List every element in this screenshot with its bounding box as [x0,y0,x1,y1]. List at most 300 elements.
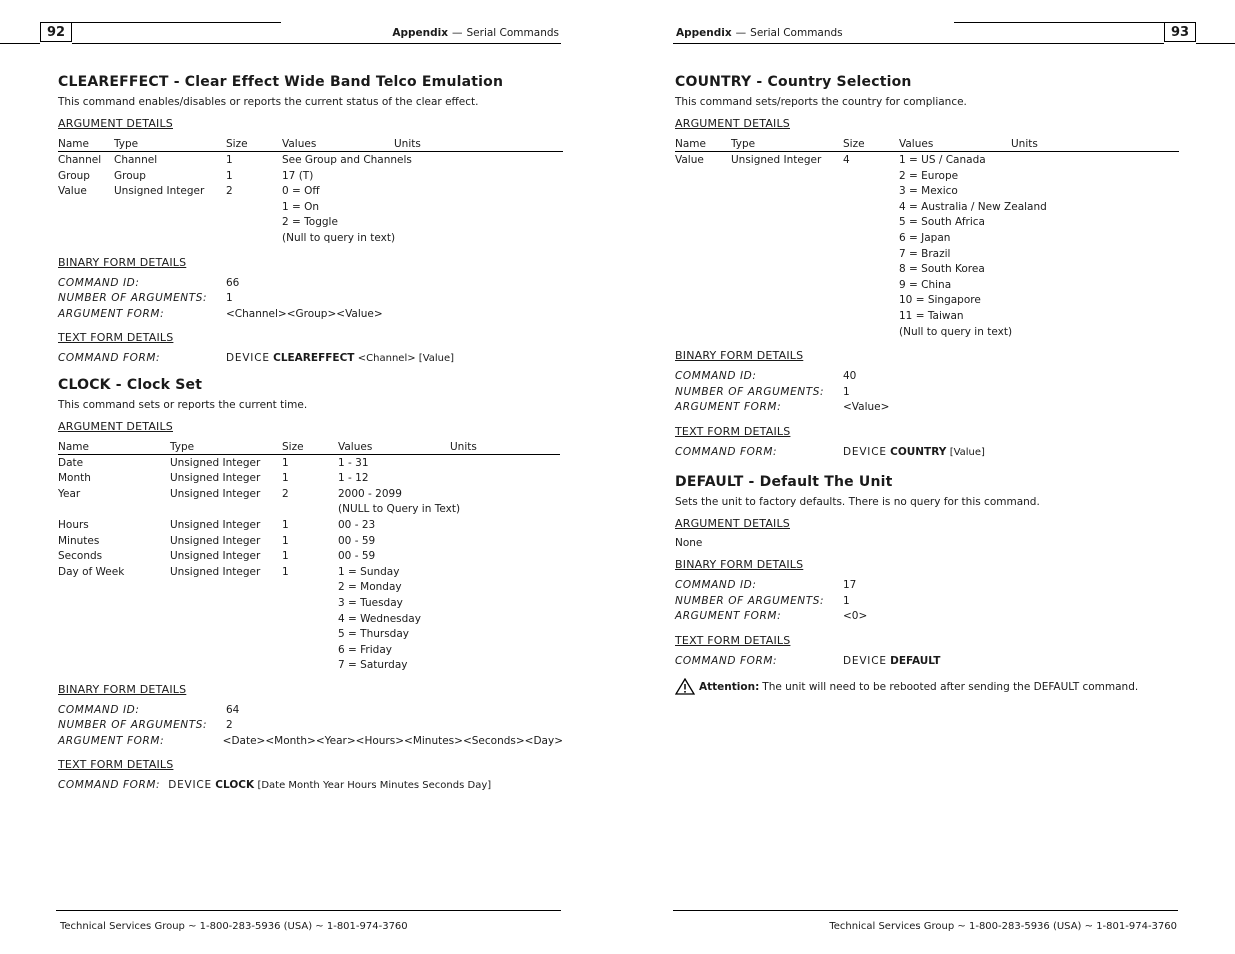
table-row [58,643,563,659]
left-content [58,74,563,804]
table-cell: 1 [226,154,233,166]
table-cell [843,200,899,216]
table-row [58,169,563,185]
command-form-key: COMMAND FORM: [58,779,161,792]
column-header: Name [675,138,706,150]
argument-details-heading: ARGUMENT DETAILS [58,117,173,130]
detail-value: 40 [843,370,857,383]
table-cell: (Null to query in text) [899,325,1013,338]
table-row [58,456,563,472]
column-header: Units [1011,138,1038,150]
table-row [58,200,563,216]
table-cell [450,471,510,487]
detail-key: NUMBER OF ARGUMENTS: [675,385,825,398]
header-rule [72,43,561,44]
table-cell [282,502,338,518]
running-head-rest: Serial Commands [466,27,559,39]
table-cell [450,596,510,612]
table-cell [58,231,114,247]
text-form-heading: TEXT FORM DETAILS [58,331,174,345]
argument-details-heading: ARGUMENT DETAILS [675,517,790,531]
section-title: DEFAULT - Default The Unit [675,474,893,491]
running-head-bold: Appendix [676,27,732,39]
attention-text: The unit will need to be rebooted after sending the DEFAULT command. [762,680,1139,693]
table-cell [394,184,454,200]
section-description: Sets the unit to factory defaults. There is no query for this command. [675,496,1040,509]
table-cell: Value [675,154,704,166]
table-cell [282,596,338,612]
detail-value: 1 [226,292,233,305]
clock-section [58,377,563,794]
table-cell [675,169,731,185]
table-cell [843,215,899,231]
table-cell [1011,231,1071,247]
table-cell [843,247,899,263]
header-rule-right [1196,43,1235,44]
table-cell [1011,247,1071,263]
table-cell [170,658,282,674]
table-cell: Channel [114,154,158,166]
binary-detail-row [58,718,563,734]
table-cell [170,596,282,612]
running-head-rest: Serial Commands [750,27,843,39]
table-cell: 8 = South Korea [899,263,985,276]
table-row [675,169,1180,185]
table-cell: 1 [282,456,289,469]
table-cell: 1 = Sunday [338,565,400,578]
table-cell: 7 = Saturday [338,659,408,672]
column-header: Type [731,138,756,150]
table-cell [226,215,282,231]
command-form [675,445,1180,461]
table-cell: 11 = Taiwan [899,309,964,322]
table-cell: Value [58,185,87,198]
detail-value: <Channel><Group><Value> [226,307,383,320]
table-row [675,215,1180,231]
detail-value: <Value> [843,401,890,414]
table-cell: Unsigned Integer [114,185,205,198]
column-header: Size [226,138,248,150]
table-cell: 4 [843,154,850,166]
argument-details-heading: ARGUMENT DETAILS [675,117,790,130]
command-form-value: DEVICE DEFAULT [843,654,941,667]
table-cell: 1 = On [282,200,320,213]
detail-key: NUMBER OF ARGUMENTS: [675,594,825,607]
header-rule [673,43,1164,44]
detail-key: COMMAND ID: [675,370,757,383]
column-header: Name [58,138,89,150]
table-cell [58,658,170,674]
column-header: Size [282,440,304,453]
table-cell [394,215,454,231]
table-cell: 9 = China [899,278,952,291]
binary-detail-row [58,276,563,292]
table-cell [394,200,454,216]
detail-key: ARGUMENT FORM: [675,610,782,623]
table-cell [731,231,843,247]
table-cell [1011,200,1071,216]
table-row [58,612,563,628]
table-cell [282,658,338,674]
table-cell [1011,293,1071,309]
table-cell: 1 = US / Canada [899,154,986,166]
detail-value: 1 [843,385,850,398]
table-row [675,247,1180,263]
argument-details-heading: ARGUMENT DETAILS [58,419,173,433]
binary-detail-row [58,734,563,750]
table-cell [843,309,899,325]
detail-key: ARGUMENT FORM: [675,401,782,414]
page-number: 92 [40,22,72,42]
right-page [617,0,1235,954]
table-cell [58,200,114,216]
argument-table [58,440,563,674]
table-cell [170,627,282,643]
table-cell [58,643,170,659]
table-cell [675,293,731,309]
table-cell [675,184,731,200]
table-row [58,471,563,487]
table-cell: Unsigned Integer [170,456,261,469]
table-row [58,534,563,550]
running-head: Appendix — Serial Commands [676,27,843,39]
table-cell [731,169,843,185]
binary-form-details [675,369,1180,416]
column-header: Type [170,440,195,453]
table-row [58,549,563,565]
binary-detail-row [675,369,1180,385]
table-cell: Year [58,487,81,500]
footer-rule [56,910,561,911]
command-form-value: DEVICE COUNTRY [Value] [843,445,985,458]
detail-value: 66 [226,276,240,289]
table-cell [450,580,510,596]
binary-form-heading: BINARY FORM DETAILS [675,349,804,363]
table-cell: 0 = Off [282,185,320,198]
table-cell: 00 - 59 [338,534,376,547]
table-cell: 1 [226,169,233,182]
table-cell [675,325,731,341]
section-title: CLEAREFFECT - Clear Effect Wide Band Telco Emulation [58,74,504,90]
section-title: CLOCK - Clock Set [58,376,203,393]
table-cell [675,309,731,325]
table-row [675,278,1180,294]
table-cell [226,200,282,216]
table-cell [731,325,843,341]
binary-form-details [58,276,563,323]
detail-key: COMMAND ID: [675,579,757,592]
table-header-row [58,137,563,152]
footer-text: Technical Services Group ~ 1-800-283-5936 (USA) ~ 1-801-974-3760 [60,921,408,932]
table-cell [114,231,226,247]
table-cell: (NULL to Query in Text) [338,503,461,516]
table-cell: Unsigned Integer [170,518,261,531]
header-top-rule [72,22,281,23]
column-header: Type [114,138,139,150]
binary-detail-row [675,578,1180,594]
detail-value: 17 [843,579,857,592]
command-form [58,778,563,794]
table-cell: (Null to query in text) [282,231,396,244]
table-row [58,565,563,581]
table-cell [843,278,899,294]
table-header-row [58,440,560,455]
binary-detail-row [58,307,563,323]
running-head: Appendix — Serial Commands [392,27,559,39]
table-cell: Seconds [58,550,103,563]
table-row [58,658,563,674]
table-cell [450,502,510,518]
table-cell: 1 [282,534,289,547]
table-cell [731,278,843,294]
table-cell [394,231,454,247]
table-cell: 17 (T) [282,169,314,182]
footer-rule [673,910,1178,911]
section-description: This command sets or reports the current time. [58,398,308,411]
warning-triangle-icon [675,678,695,695]
table-cell [1011,262,1071,278]
table-cell [282,627,338,643]
table-cell [114,200,226,216]
detail-value: 64 [226,703,240,716]
attention-note [675,678,1180,695]
detail-key: COMMAND ID: [58,703,140,716]
column-header: Values [282,138,317,150]
table-row [58,184,563,200]
table-row [58,502,563,518]
command-form [675,654,1180,670]
binary-form-details [58,703,563,750]
detail-key: COMMAND ID: [58,276,140,289]
cleareffect-section [58,74,563,367]
table-cell [58,215,114,231]
detail-value: <Date><Month><Year><Hours><Minutes><Seconds><Day> [222,734,563,747]
table-cell [1011,153,1071,169]
detail-value: 1 [843,594,850,607]
table-row [675,153,1180,169]
table-cell: 10 = Singapore [899,294,981,307]
table-cell [731,200,843,216]
table-cell [675,200,731,216]
table-cell: 3 = Mexico [899,185,958,198]
table-cell: Unsigned Integer [170,534,261,547]
table-cell: Group [114,169,146,182]
table-cell [1011,184,1071,200]
table-cell: 6 = Friday [338,643,392,656]
table-cell [450,643,510,659]
table-cell [450,487,510,503]
table-cell [675,247,731,263]
table-cell: 1 - 31 [338,456,369,469]
column-header: Units [394,138,421,150]
table-cell [450,534,510,550]
text-form-heading: TEXT FORM DETAILS [675,633,791,647]
command-form-key: COMMAND FORM: [675,654,778,667]
table-cell [731,262,843,278]
table-cell: 1 - 12 [338,472,369,485]
column-header: Name [58,440,89,453]
table-cell [1011,325,1071,341]
table-cell [394,153,454,169]
table-cell [450,518,510,534]
table-row [675,309,1180,325]
binary-form-heading: BINARY FORM DETAILS [675,558,804,572]
table-row [675,293,1180,309]
table-cell [843,231,899,247]
binary-detail-row [675,400,1180,416]
table-cell [675,262,731,278]
binary-form-heading: BINARY FORM DETAILS [58,682,187,696]
table-cell [58,627,170,643]
table-row [58,215,563,231]
table-cell [731,293,843,309]
table-row [58,487,563,503]
country-section [675,74,1180,460]
table-cell [58,580,170,596]
table-cell: 1 [282,472,289,485]
text-form-heading: TEXT FORM DETAILS [58,758,174,772]
table-row [675,184,1180,200]
detail-value: 2 [226,719,233,732]
table-cell [450,627,510,643]
default-section [675,474,1180,695]
table-cell: 1 [282,550,289,563]
table-row [675,200,1180,216]
table-cell [731,184,843,200]
binary-form-details [675,578,1180,625]
detail-key: ARGUMENT FORM: [58,734,165,747]
table-cell: 7 = Brazil [899,247,951,260]
table-cell [1011,169,1071,185]
command-form-value: DEVICE CLOCK [Date Month Year Hours Minutes Seconds Day] [168,779,492,792]
table-cell: 2000 - 2099 [338,487,402,500]
table-cell: Unsigned Integer [731,154,822,166]
section-title: COUNTRY - Country Selection [675,74,912,90]
table-row [675,262,1180,278]
table-row [58,596,563,612]
table-cell [170,502,282,518]
table-cell [170,612,282,628]
section-description: This command enables/disables or reports the current status of the clear effect. [58,96,479,108]
binary-detail-row [58,703,563,719]
table-cell [450,658,510,674]
text-form-heading: TEXT FORM DETAILS [675,424,791,438]
table-cell [450,456,510,472]
attention-label: Attention: [699,680,760,693]
footer-text: Technical Services Group ~ 1-800-283-5936 (USA) ~ 1-801-974-3760 [829,921,1177,932]
page-number: 93 [1164,22,1196,42]
table-cell [675,231,731,247]
header-rule-left [0,43,40,44]
table-row [675,231,1180,247]
detail-key: NUMBER OF ARGUMENTS: [58,719,208,732]
column-header: Values [899,138,934,150]
argument-none: None [675,537,703,550]
table-cell [170,643,282,659]
table-cell: 1 [282,565,289,578]
table-cell [1011,309,1071,325]
table-cell [394,169,454,185]
table-cell: 2 [226,185,233,198]
command-form [58,351,563,367]
table-cell [843,184,899,200]
column-header: Units [450,440,477,453]
table-cell [843,262,899,278]
argument-table [58,137,563,247]
table-cell: See Group and Channels [282,154,412,166]
table-cell: Month [58,472,91,485]
table-cell [58,612,170,628]
table-cell [731,215,843,231]
table-row [675,325,1180,341]
detail-value: <0> [843,610,868,623]
table-row [58,580,563,596]
table-cell: 6 = Japan [899,231,951,244]
table-cell [1011,278,1071,294]
table-cell: 2 [282,487,289,500]
table-cell [843,293,899,309]
table-cell: Hours [58,518,89,531]
table-cell [114,215,226,231]
table-cell [450,565,510,581]
table-cell: 5 = Thursday [338,628,409,641]
table-cell [1011,215,1071,231]
binary-form-heading: BINARY FORM DETAILS [58,255,187,269]
table-row [58,518,563,534]
table-cell: Group [58,169,90,182]
table-cell: Unsigned Integer [170,487,261,500]
column-header: Size [843,138,865,150]
column-header: Values [338,440,373,453]
table-cell [675,278,731,294]
binary-detail-row [675,594,1180,610]
table-cell: 1 [282,518,289,531]
command-form-key: COMMAND FORM: [58,352,161,365]
table-cell: Day of Week [58,565,125,578]
table-cell [170,580,282,596]
table-cell [450,612,510,628]
table-cell: 2 = Toggle [282,216,338,229]
table-cell: 4 = Wednesday [338,612,421,625]
table-row [58,627,563,643]
command-form-value: DEVICE CLEAREFFECT <Channel> [Value] [226,352,455,365]
table-cell [58,502,170,518]
table-cell: 5 = South Africa [899,216,985,229]
table-cell [731,247,843,263]
argument-table [675,137,1180,340]
command-form-key: COMMAND FORM: [675,445,778,458]
binary-detail-row [58,291,563,307]
table-cell [226,231,282,247]
table-cell: Unsigned Integer [170,550,261,563]
table-cell: Unsigned Integer [170,472,261,485]
header-top-rule [954,22,1164,23]
detail-key: ARGUMENT FORM: [58,307,165,320]
table-cell [450,549,510,565]
table-cell [282,612,338,628]
table-row [58,153,563,169]
table-cell [58,596,170,612]
section-description: This command sets/reports the country for compliance. [675,96,967,108]
table-cell [282,643,338,659]
table-cell: Date [58,456,84,469]
table-cell [843,169,899,185]
running-head-bold: Appendix [392,27,448,39]
detail-key: NUMBER OF ARGUMENTS: [58,292,208,305]
table-cell: 2 = Monday [338,581,402,594]
table-row [58,231,563,247]
table-cell [731,309,843,325]
